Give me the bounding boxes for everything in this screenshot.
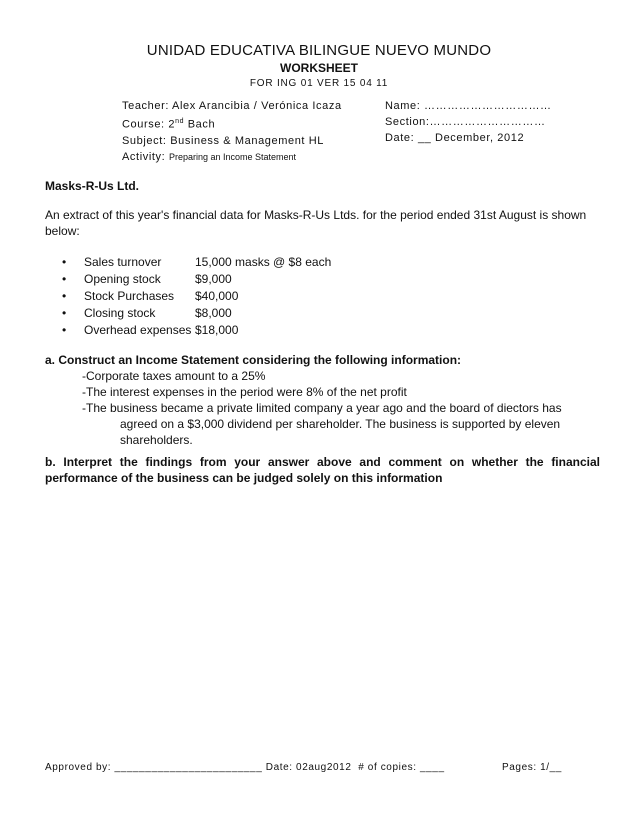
bullet-icon: • bbox=[62, 323, 67, 337]
list-item bbox=[62, 322, 331, 339]
item-label: Opening stock bbox=[84, 272, 161, 286]
bullet-icon: • bbox=[62, 289, 67, 303]
item-label: Sales turnover bbox=[84, 255, 162, 269]
footer-approval: Approved by: ________________________ Date: 02aug2012 # of copies: ____ bbox=[45, 762, 445, 773]
item-label: Closing stock bbox=[84, 306, 156, 320]
item-value: $8,000 bbox=[195, 306, 232, 320]
course-superscript: nd bbox=[175, 118, 185, 125]
form-code: FOR ING 01 VER 15 04 11 bbox=[249, 78, 389, 89]
bullet-icon: • bbox=[62, 272, 67, 286]
section-field: Section:………………………… bbox=[385, 116, 546, 128]
activity-value: Preparing an Income Statement bbox=[168, 151, 297, 162]
detail-line: -The business became a private limited company a year ago and the board of diectors has bbox=[82, 401, 562, 415]
list-item bbox=[62, 271, 331, 288]
bullet-icon: • bbox=[62, 255, 67, 269]
detail-line: shareholders. bbox=[120, 433, 193, 447]
course-line bbox=[122, 114, 342, 133]
subject-line: Subject: Business & Management HL bbox=[122, 134, 325, 147]
item-value: $18,000 bbox=[195, 323, 239, 337]
detail-line: agreed on a $3,000 dividend per shareholder. The business is supported by eleven bbox=[120, 417, 561, 431]
item-value: $40,000 bbox=[195, 289, 239, 303]
worksheet-heading: WORKSHEET bbox=[280, 61, 358, 75]
item-label: Stock Purchases bbox=[84, 289, 175, 303]
meta-right bbox=[385, 98, 552, 146]
list-item bbox=[62, 305, 331, 322]
activity-line bbox=[122, 149, 342, 165]
bullet-icon: • bbox=[62, 306, 67, 320]
question-b: b. Interpret the findings from your answer above and comment on whether the financial performance of the business can be judged solely on this information bbox=[45, 455, 600, 485]
meta-left bbox=[122, 98, 342, 165]
list-item bbox=[62, 288, 331, 305]
intro-paragraph: An extract of this year's financial data for Masks-R-Us Ltds. for the period ended 31st August is shown below: bbox=[45, 208, 587, 238]
company-title: Masks-R-Us Ltd. bbox=[45, 179, 140, 193]
footer-pages: Pages: 1/__ bbox=[502, 762, 562, 773]
course-prefix: Course: 2 bbox=[122, 118, 176, 131]
course-suffix: Bach bbox=[184, 118, 216, 131]
question-a-details bbox=[82, 368, 602, 448]
school-name: UNIDAD EDUCATIVA BILINGUE NUEVO MUNDO bbox=[146, 42, 492, 59]
name-field: Name: …………………………… bbox=[385, 100, 552, 112]
question-a: a. Construct an Income Statement considering the following information: bbox=[45, 353, 462, 367]
item-value: $9,000 bbox=[195, 272, 232, 286]
detail-line: -The interest expenses in the period were 8% of the net profit bbox=[82, 385, 407, 399]
detail-line: -Corporate taxes amount to a 25% bbox=[82, 369, 266, 383]
teacher-line: Teacher: Alex Arancibia / Verónica Icaza bbox=[122, 100, 342, 112]
date-field: Date: __ December, 2012 bbox=[385, 132, 525, 144]
item-label: Overhead expenses bbox=[84, 323, 192, 337]
item-value: 15,000 masks @ $8 each bbox=[195, 255, 332, 269]
list-item bbox=[62, 254, 331, 271]
financial-data-list bbox=[62, 254, 331, 339]
activity-label: Activity: bbox=[122, 150, 169, 163]
